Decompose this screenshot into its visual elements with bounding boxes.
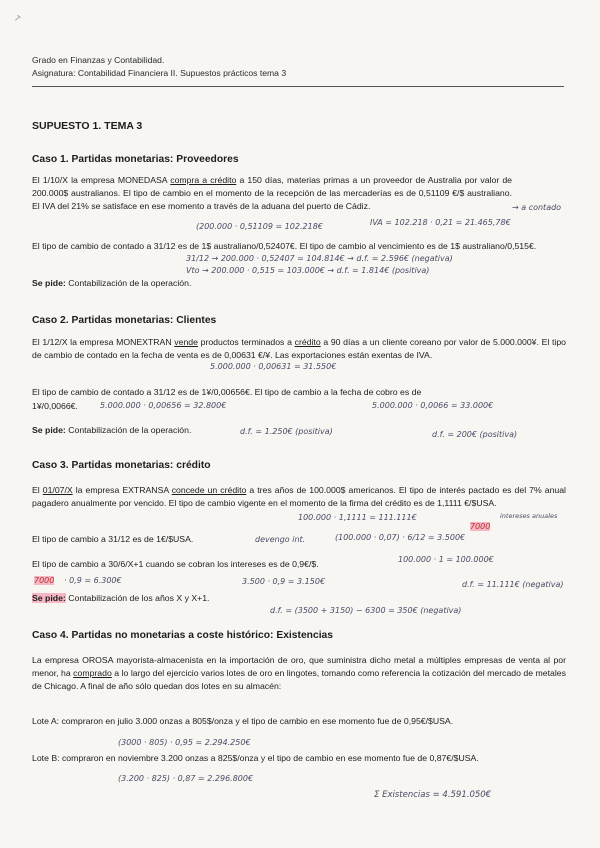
case3-p1-underlined2: concede un crédito	[171, 485, 247, 495]
case3-p1-a: El	[32, 485, 43, 495]
note-c2-df2: d.f. = 200€ (positiva)	[432, 430, 518, 439]
case2-paragraph2-cont: 1¥/0,0066€.	[32, 401, 78, 411]
corner-mark: ⸕	[14, 13, 22, 24]
note-c3-calc1: 100.000 · 1,1111 = 111.111€	[298, 513, 417, 522]
case2-paragraph2: El tipo de cambio de contado a 31/12 es de 1¥/0,00656€. El tipo de cambio a la fecha de cobro es de	[32, 387, 422, 397]
header-subject: Asignatura: Contabilidad Financiera II. Supuestos prácticos tema 3	[32, 68, 287, 78]
note-c3-calc2: (100.000 · 0,07) · 6/12 = 3.500€	[335, 533, 466, 542]
case3-paragraph1	[32, 484, 566, 510]
case2-p1-a: El 1/12/X la empresa MONEXTRAN	[32, 337, 175, 347]
case1-p1-underlined: compra a crédito	[170, 175, 237, 185]
case4-title: Caso 4. Partidas no monetarias a coste histórico: Existencias	[32, 630, 334, 641]
note-c1-vto: Vto → 200.000 · 0,515 = 103.000€ → d.f. = 1.814€ (positiva)	[186, 266, 430, 275]
case3-se-pide-text: Contabilización de los años X y X+1.	[65, 593, 210, 603]
case4-lote-b: Lote B: compraron en noviembre 3.200 onzas a 825$/onza y el tipo de cambio en ese momento fue de 0,87€/$USA.	[32, 753, 479, 763]
case3-se-pide	[32, 592, 566, 605]
note-c1-contado: → a contado	[512, 203, 562, 212]
note-c3-int-label: intereses anuales	[500, 512, 558, 520]
note-c3-calc5: 3.500 · 0,9 = 3.150€	[242, 577, 326, 586]
case2-title: Caso 2. Partidas monetarias: Clientes	[32, 315, 217, 326]
note-c2-calc2: 5.000.000 · 0,00656 = 32.800€	[100, 401, 227, 410]
note-c4-total: Σ Existencias = 4.591.050€	[374, 790, 492, 800]
case1-se-pide-label: Se pide:	[32, 278, 66, 288]
case1-se-pide	[32, 277, 566, 290]
document-header	[32, 54, 286, 80]
case4-p1-b: a lo largo del ejercicio varios lotes de oro en lingotes, tomando como referencia la cotización del mercado de metales de Chicago. A final de año sólo quedan dos lotes en su almacén:	[32, 668, 566, 692]
case2-paragraph1	[32, 336, 566, 362]
case4-lote-a: Lote A: compraron en julio 3.000 onzas a 805$/onza y el tipo de cambio en ese momento fue de 0,95€/$USA.	[32, 716, 454, 726]
note-c1-calc1: (200.000 · 0,51109 = 102.218€	[196, 222, 323, 231]
case3-title: Caso 3. Partidas monetarias: crédito	[32, 460, 211, 471]
case1-paragraph2: El tipo de cambio de contado a 31/12 es de 1$ australiano/0,52407€. El tipo de cambio al vencimiento es de 1$ australiano/0,515€.	[32, 241, 537, 251]
case1-p1-b: a 150 días, materias primas a un proveedor de Australia por valor de 200.000$ australianos. El tipo de cambio en el momento de la recepción de las mercaderías es de 0,51109 €/$ australiano. El IVA del 21% se satisface en ese momento a través de la aduana del puerto de Cádiz.	[32, 175, 512, 212]
note-c3-calc3: 100.000 · 1 = 100.000€	[398, 555, 494, 564]
case3-p1-b: la empresa EXTRANSA	[72, 485, 172, 495]
note-c4-lote-b: (3.200 · 825) · 0,87 = 2.296.800€	[118, 774, 254, 783]
note-c4-lote-a: (3000 · 805) · 0,95 = 2.294.250€	[118, 738, 251, 747]
case2-p1-c: a 90 días a un cliente coreano por valor de 5.000.000¥. El tipo de cambio de contado en la fecha de venta es de 0,00631 €/¥. Las exportaciones están exentas de IVA.	[32, 337, 566, 361]
case1-title: Caso 1. Partidas monetarias: Proveedores	[32, 154, 239, 165]
note-c1-dic: 31/12 → 200.000 · 0,52407 = 104.814€ → d.f. = 2.596€ (negativa)	[186, 254, 453, 263]
case3-paragraph3: El tipo de cambio a 30/6/X+1 cuando se cobran los intereses es de 0,9€/$.	[32, 559, 319, 569]
note-c2-calc3: 5.000.000 · 0,0066 = 33.000€	[372, 401, 494, 410]
case1-se-pide-text: Contabilización de la operación.	[65, 278, 192, 288]
note-c2-calc1: 5.000.000 · 0,00631 = 31.550€	[210, 362, 337, 371]
header-degree: Grado en Finanzas y Contabilidad.	[32, 55, 165, 65]
case2-se-pide-label: Se pide:	[32, 425, 66, 435]
note-c3-pink2: 7000	[34, 576, 55, 585]
case3-paragraph2: El tipo de cambio a 31/12 es de 1€/$USA.	[32, 534, 194, 544]
case1-paragraph1	[32, 174, 512, 214]
case2-p1-underlined: vende	[174, 337, 198, 347]
note-c1-iva: IVA = 102.218 · 0,21 = 21.465,78€	[370, 218, 511, 227]
note-c3-df2: d.f. = (3500 + 3150) − 6300 = 350€ (negativa)	[270, 606, 462, 615]
supuesto-title: SUPUESTO 1. TEMA 3	[32, 120, 143, 132]
case3-p1-underlined: 01/07/X	[42, 485, 73, 495]
note-c3-df1: d.f. = 11.111€ (negativa)	[462, 580, 564, 589]
note-c3-dev: devengo int.	[255, 535, 306, 544]
case4-paragraph1	[32, 654, 566, 694]
note-c3-pink1: 7000	[470, 522, 491, 531]
case1-p1-a: El 1/10/X la empresa MONEDASA	[32, 175, 171, 185]
header-divider	[32, 86, 564, 87]
case2-p1-underlined2: crédito	[294, 337, 321, 347]
case2-se-pide-text: Contabilización de la operación.	[65, 425, 192, 435]
case2-p1-b: productos terminados a	[197, 337, 295, 347]
case4-p1-a: La empresa OROSA mayorista-almacenista en la importación de oro, que suministra dicho metal a múltiples empresas de venta al por menor, ha	[32, 655, 566, 679]
note-c2-df1: d.f. = 1.250€ (positiva)	[240, 427, 333, 436]
case3-se-pide-label: Se pide:	[32, 593, 66, 603]
case3-p1-c: a tres años de 100.000$ americanos. El tipo de interés pactado es del 7% anual pagadero anualmente por vencido. El tipo de cambio vigente en el momento de la firma del crédito es de 1,1111 €/$USA.	[32, 485, 566, 509]
case4-p1-underlined: comprado	[73, 668, 112, 679]
note-c3-calc4: · 0,9 = 6.300€	[64, 576, 122, 585]
